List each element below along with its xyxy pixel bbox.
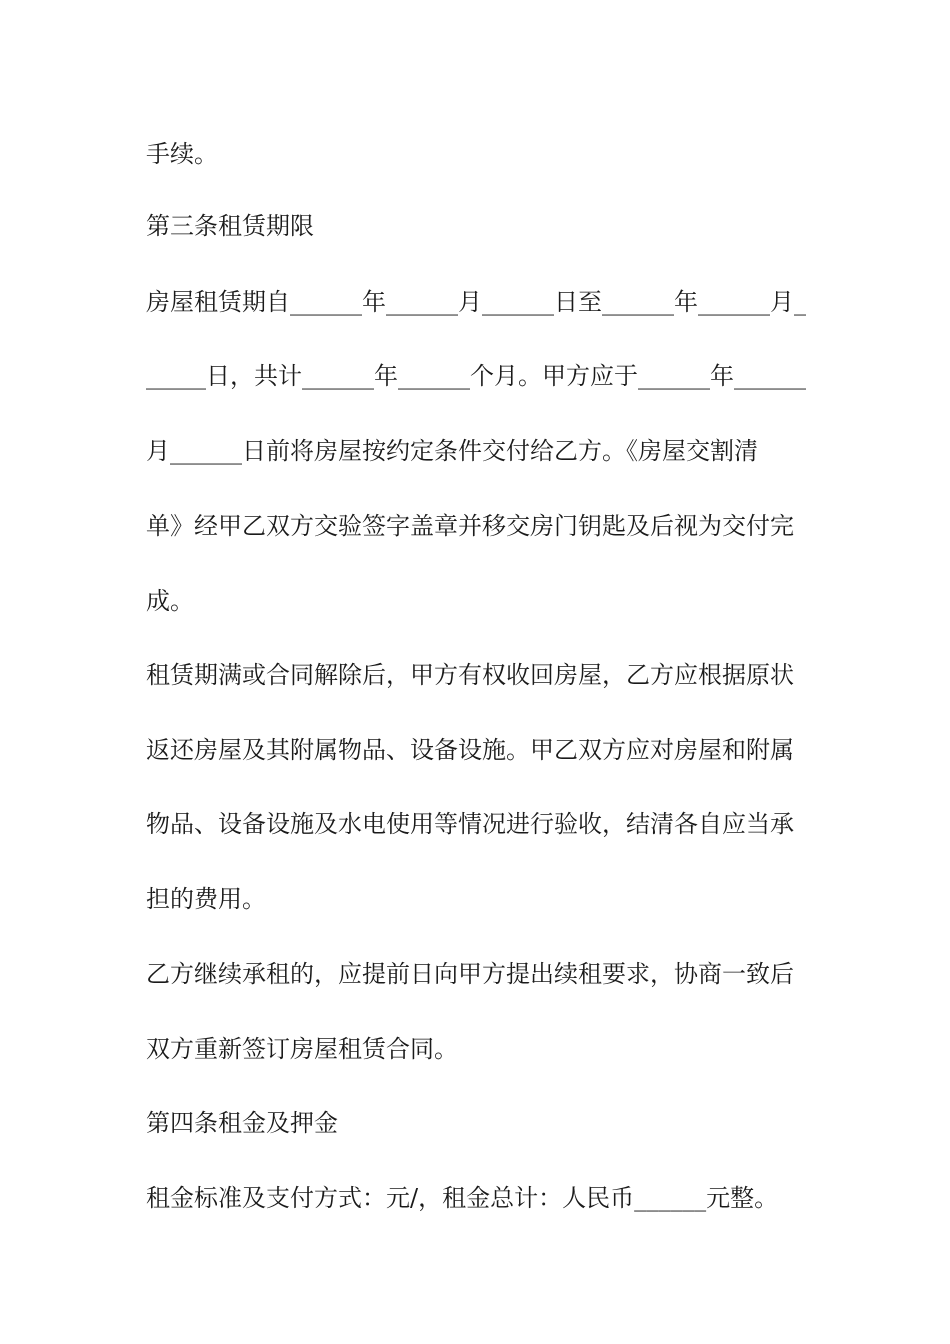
text-line: 成。: [146, 587, 194, 615]
text-line: 手续。: [146, 140, 218, 168]
text-line: 月______日前将房屋按约定条件交付给乙方。《房屋交割清: [146, 437, 758, 465]
text-line: 担的费用。: [146, 885, 266, 913]
text-line: 单》经甲乙双方交验签字盖章并移交房门钥匙及后视为交付完: [146, 512, 794, 540]
text-line: 双方重新签订房屋租赁合同。: [146, 1035, 458, 1063]
text-line: 房屋租赁期自______年______月______日至______年______月_: [146, 288, 806, 316]
text-line: 租金标准及支付方式：元/，租金总计：人民币______元整。: [146, 1184, 779, 1212]
text-line: _____日，共计______年______个月。甲方应于______年______: [146, 362, 806, 390]
text-line: 乙方继续承租的，应提前日向甲方提出续租要求，协商一致后: [146, 960, 794, 988]
section-heading: 第四条租金及押金: [146, 1109, 338, 1137]
section-heading: 第三条租赁期限: [146, 212, 314, 240]
text-line: 物品、设备设施及水电使用等情况进行验收，结清各自应当承: [146, 810, 794, 838]
text-line: 租赁期满或合同解除后，甲方有权收回房屋，乙方应根据原状: [146, 661, 794, 689]
text-line: 返还房屋及其附属物品、设备设施。甲乙双方应对房屋和附属: [146, 736, 794, 764]
